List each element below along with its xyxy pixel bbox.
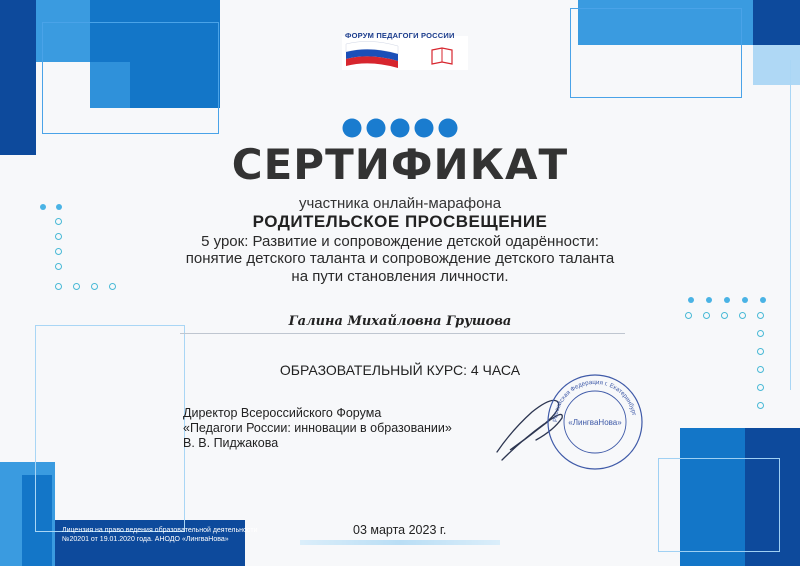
signatory-line-3: В. В. Пиджакова bbox=[183, 436, 279, 450]
name-underline bbox=[180, 333, 625, 334]
recipient-name: Галина Михайловна Грушова bbox=[288, 314, 512, 329]
logo-text: ФОРУМ ПЕДАГОГИ РОССИИ bbox=[345, 31, 455, 40]
decor-frame-bottom-left bbox=[35, 325, 185, 532]
lesson-line-3: на пути становления личности. bbox=[291, 268, 509, 285]
decor-block-top-right-dark bbox=[753, 0, 800, 45]
issue-date: 03 марта 2023 г. bbox=[353, 523, 447, 537]
course-hours: ОБРАЗОВАТЕЛЬНЫЙ КУРС: 4 ЧАСА bbox=[279, 362, 521, 378]
date-underline-bar bbox=[300, 540, 500, 545]
stamp-center-text: «ЛингваНова» bbox=[568, 418, 622, 427]
subtitle: участника онлайн-марафона bbox=[298, 195, 502, 212]
decor-block-top-left-dark bbox=[0, 0, 36, 155]
signatory-line-2: «Педагоги России: инновации в образовании» bbox=[183, 421, 452, 435]
signatory-line-1: Директор Всероссийского Форума bbox=[183, 406, 382, 420]
header-dots bbox=[340, 116, 462, 140]
decor-frame-top-right bbox=[570, 8, 742, 98]
lesson-line-2: понятие детского таланта и сопровождение детского таланта bbox=[185, 250, 615, 267]
stamp-ring-text: Российская Федерация г. Екатеринбург bbox=[551, 378, 638, 423]
certificate-title: СЕРТИФИКАТ bbox=[231, 140, 569, 189]
event-name: РОДИТЕЛЬСКОЕ ПРОСВЕЩЕНИЕ bbox=[252, 212, 548, 231]
decor-frame-bottom-right bbox=[658, 458, 780, 552]
decor-frame-top-left bbox=[42, 22, 219, 134]
lesson-line-1: 5 урок: Развитие и сопровождение детской одарённости: bbox=[201, 233, 599, 250]
round-seal-stamp-icon bbox=[545, 372, 645, 472]
license-note: Лицензия на право ведения образовательной деятельности №20201 от 19.01.2020 года. АНОДО «ЛингваНова» bbox=[62, 527, 258, 543]
